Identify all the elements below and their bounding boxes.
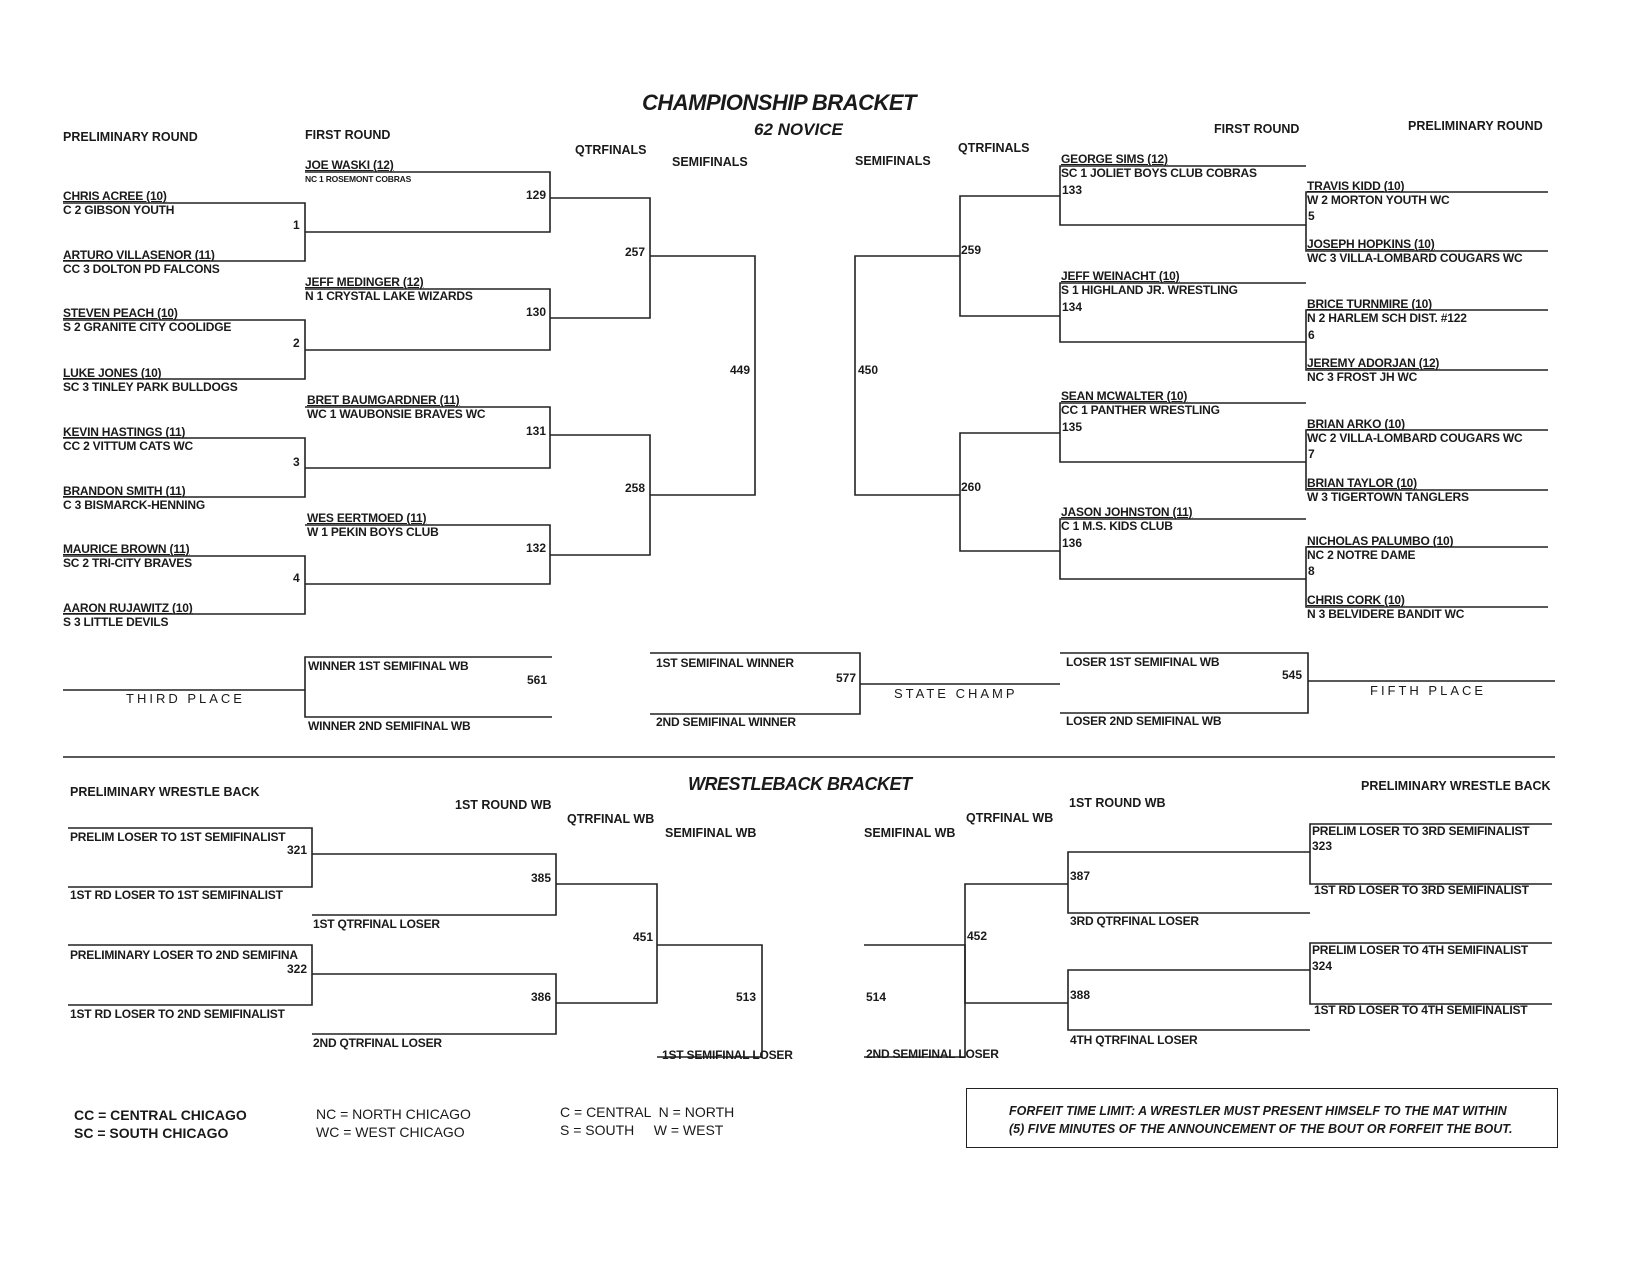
wrestler-name: LUKE JONES (10) (63, 366, 162, 380)
wrestler-name: TRAVIS KIDD (10) (1307, 179, 1405, 193)
wb-semi-loser: 1ST SEMIFINAL LOSER (662, 1048, 793, 1062)
forfeit-line-1: FORFEIT TIME LIMIT: A WRESTLER MUST PRESENT HIMSELF TO THE MAT WITHIN (1009, 1104, 1507, 1118)
bout-number: 386 (531, 990, 552, 1004)
bout-number: 561 (527, 673, 548, 687)
bout-number: 323 (1312, 839, 1333, 853)
bout-number: 513 (736, 990, 757, 1004)
bout-number: 322 (287, 962, 308, 976)
wrestler-team: C 2 GIBSON YOUTH (63, 203, 175, 217)
bout-number: 3 (293, 455, 300, 469)
wrestler-name: SEAN MCWALTER (10) (1061, 389, 1188, 403)
wrestler-team: WC 1 WAUBONSIE BRAVES WC (307, 407, 486, 421)
bout-number: 577 (836, 671, 857, 685)
bout-number: 388 (1070, 988, 1091, 1002)
wrestler-name: BRIAN TAYLOR (10) (1307, 476, 1417, 490)
wrestler-name: BRIAN ARKO (10) (1307, 417, 1405, 431)
wrestler-team: WC 3 VILLA-LOMBARD COUGARS WC (1307, 251, 1523, 265)
wrestler-team: W 1 PEKIN BOYS CLUB (307, 525, 439, 539)
right-first-header: FIRST ROUND (1214, 122, 1300, 136)
wrestler-team: NC 1 ROSEMONT COBRAS (305, 174, 412, 184)
legend-wc: WC = WEST CHICAGO (316, 1124, 465, 1140)
wrestler-team: NC 3 FROST JH WC (1307, 370, 1418, 384)
wb-qtr-loser: 2ND QTRFINAL LOSER (313, 1036, 442, 1050)
legend-cc: CC = CENTRAL CHICAGO (74, 1107, 247, 1123)
wrestler-name: GEORGE SIMS (12) (1061, 152, 1168, 166)
wb-qtr-loser: 3RD QTRFINAL LOSER (1070, 914, 1199, 928)
wb-entry: PRELIM LOSER TO 1ST SEMIFINALIST (70, 830, 286, 844)
wrestler-name: WES EERTMOED (11) (307, 511, 427, 525)
wb-entry: 1ST RD LOSER TO 3RD SEMIFINALIST (1314, 883, 1529, 897)
right-semi-header: SEMIFINALS (855, 154, 931, 168)
wrestler-team: N 2 HARLEM SCH DIST. #122 (1307, 311, 1467, 325)
forfeit-notice (966, 1088, 1558, 1148)
wrestler-team: W 3 TIGERTOWN TANGLERS (1307, 490, 1469, 504)
wb-qtr-loser: 4TH QTRFINAL LOSER (1070, 1033, 1198, 1047)
fifth-place-top: LOSER 1ST SEMIFINAL WB (1066, 655, 1220, 669)
wb-right-qtr-header: QTRFINAL WB (966, 811, 1054, 825)
wrestler-name: JASON JOHNSTON (11) (1061, 505, 1193, 519)
wrestler-team: C 3 BISMARCK-HENNING (63, 498, 206, 512)
wrestler-team: S 3 LITTLE DEVILS (63, 615, 169, 629)
bout-number: 4 (293, 571, 300, 585)
bout-number: 545 (1282, 668, 1303, 682)
legend-sw: S = SOUTH W = WEST (560, 1122, 724, 1138)
bout-number: 132 (526, 541, 547, 555)
bout-number: 324 (1312, 959, 1333, 973)
bout-number: 2 (293, 336, 300, 350)
wrestler-team: S 2 GRANITE CITY COOLIDGE (63, 320, 232, 334)
bout-number: 135 (1062, 420, 1083, 434)
forfeit-line-2: (5) FIVE MINUTES OF THE ANNOUNCEMENT OF THE BOUT OR FORFEIT THE BOUT. (1009, 1122, 1513, 1136)
third-place-bottom: WINNER 2ND SEMIFINAL WB (308, 719, 471, 733)
bout-number: 257 (625, 245, 646, 259)
wrestleback-title: WRESTLEBACK BRACKET (688, 774, 912, 794)
wrestler-name: AARON RUJAWITZ (10) (63, 601, 193, 615)
wrestler-team: N 3 BELVIDERE BANDIT WC (1307, 607, 1465, 621)
wrestler-name: JEREMY ADORJAN (12) (1307, 356, 1440, 370)
bout-number: 130 (526, 305, 547, 319)
fifth-place-bottom: LOSER 2ND SEMIFINAL WB (1066, 714, 1222, 728)
bout-number: 133 (1062, 183, 1083, 197)
bout-number: 385 (531, 871, 552, 885)
bout-number: 321 (287, 843, 308, 857)
wb-left-qtr-header: QTRFINAL WB (567, 812, 655, 826)
wrestler-team: CC 1 PANTHER WRESTLING (1061, 403, 1220, 417)
wrestler-team: CC 3 DOLTON PD FALCONS (63, 262, 220, 276)
wrestler-team: W 2 MORTON YOUTH WC (1307, 193, 1450, 207)
wrestler-team: NC 2 NOTRE DAME (1307, 548, 1416, 562)
wrestler-name: BRET BAUMGARDNER (11) (307, 393, 460, 407)
wrestler-name: ARTURO VILLASENOR (11) (63, 248, 215, 262)
bout-number: 514 (866, 990, 887, 1004)
bout-number: 5 (1308, 209, 1315, 223)
wrestler-team: S 1 HIGHLAND JR. WRESTLING (1061, 283, 1238, 297)
wrestler-team: SC 1 JOLIET BOYS CLUB COBRAS (1061, 166, 1257, 180)
wb-entry: 1ST RD LOSER TO 4TH SEMIFINALIST (1314, 1003, 1528, 1017)
legend-nc: NC = NORTH CHICAGO (316, 1106, 471, 1122)
wrestler-name: BRANDON SMITH (11) (63, 484, 186, 498)
wb-right-prelim-header: PRELIMINARY WRESTLE BACK (1361, 779, 1551, 793)
bout-number: 260 (961, 480, 982, 494)
wrestler-team: CC 2 VITTUM CATS WC (63, 439, 193, 453)
third-place-label: THIRD PLACE (126, 691, 245, 706)
left-prelim-header: PRELIMINARY ROUND (63, 130, 198, 144)
wb-entry: PRELIM LOSER TO 4TH SEMIFINALIST (1312, 943, 1529, 957)
left-semi-header: SEMIFINALS (672, 155, 748, 169)
wrestler-name: JOSEPH HOPKINS (10) (1307, 237, 1435, 251)
bout-number: 449 (730, 363, 751, 377)
wrestler-team: SC 2 TRI-CITY BRAVES (63, 556, 192, 570)
bout-number: 129 (526, 188, 547, 202)
right-prelim-header: PRELIMINARY ROUND (1408, 119, 1543, 133)
wrestler-team: SC 3 TINLEY PARK BULLDOGS (63, 380, 238, 394)
wrestler-name: JEFF MEDINGER (12) (305, 275, 424, 289)
bout-number: 387 (1070, 869, 1091, 883)
bout-number: 6 (1308, 328, 1315, 342)
fifth-place-label: FIFTH PLACE (1370, 683, 1487, 698)
weight-class: 62 NOVICE (754, 120, 843, 139)
wrestler-name: JEFF WEINACHT (10) (1061, 269, 1180, 283)
bout-number: 258 (625, 481, 646, 495)
wrestler-name: NICHOLAS PALUMBO (10) (1307, 534, 1454, 548)
bout-number: 136 (1062, 536, 1083, 550)
right-qtr-header: QTRFINALS (958, 141, 1030, 155)
wb-right-first-header: 1ST ROUND WB (1069, 796, 1166, 810)
wb-left-semi-header: SEMIFINAL WB (665, 826, 757, 840)
legend-sc: SC = SOUTH CHICAGO (74, 1125, 229, 1141)
wb-left-prelim-header: PRELIMINARY WRESTLE BACK (70, 785, 260, 799)
wrestler-name: CHRIS CORK (10) (1307, 593, 1405, 607)
wrestler-team: N 1 CRYSTAL LAKE WIZARDS (305, 289, 473, 303)
bout-number: 259 (961, 243, 982, 257)
wrestler-name: MAURICE BROWN (11) (63, 542, 190, 556)
wb-qtr-loser: 1ST QTRFINAL LOSER (313, 917, 440, 931)
state-champ-label: STATE CHAMP (894, 686, 1018, 701)
bout-number: 450 (858, 363, 879, 377)
wb-entry: 1ST RD LOSER TO 1ST SEMIFINALIST (70, 888, 283, 902)
legend-cn: C = CENTRAL N = NORTH (560, 1104, 735, 1120)
wb-entry: 1ST RD LOSER TO 2ND SEMIFINALIST (70, 1007, 285, 1021)
bout-number: 452 (967, 929, 988, 943)
third-place-top: WINNER 1ST SEMIFINAL WB (308, 659, 469, 673)
wrestler-name: KEVIN HASTINGS (11) (63, 425, 186, 439)
bout-number: 451 (633, 930, 654, 944)
wrestler-team: WC 2 VILLA-LOMBARD COUGARS WC (1307, 431, 1523, 445)
left-qtr-header: QTRFINALS (575, 143, 647, 157)
left-first-header: FIRST ROUND (305, 128, 391, 142)
wb-entry: PRELIMINARY LOSER TO 2ND SEMIFINA (70, 948, 298, 962)
wb-semi-loser: 2ND SEMIFINAL LOSER (866, 1047, 999, 1061)
wb-entry: PRELIM LOSER TO 3RD SEMIFINALIST (1312, 824, 1530, 838)
wb-left-first-header: 1ST ROUND WB (455, 798, 552, 812)
wb-right-semi-header: SEMIFINAL WB (864, 826, 956, 840)
wrestler-name: STEVEN PEACH (10) (63, 306, 178, 320)
bracket-title: CHAMPIONSHIP BRACKET (642, 90, 916, 115)
champ-bottom: 2ND SEMIFINAL WINNER (656, 715, 796, 729)
wrestler-name: JOE WASKI (12) (305, 158, 394, 172)
wrestler-name: CHRIS ACREE (10) (63, 189, 167, 203)
bout-number: 8 (1308, 564, 1315, 578)
wrestler-name: BRICE TURNMIRE (10) (1307, 297, 1432, 311)
bout-number: 131 (526, 424, 547, 438)
champ-top: 1ST SEMIFINAL WINNER (656, 656, 794, 670)
bout-number: 7 (1308, 447, 1315, 461)
bout-number: 134 (1062, 300, 1083, 314)
bout-number: 1 (293, 218, 300, 232)
wrestler-team: C 1 M.S. KIDS CLUB (1061, 519, 1173, 533)
